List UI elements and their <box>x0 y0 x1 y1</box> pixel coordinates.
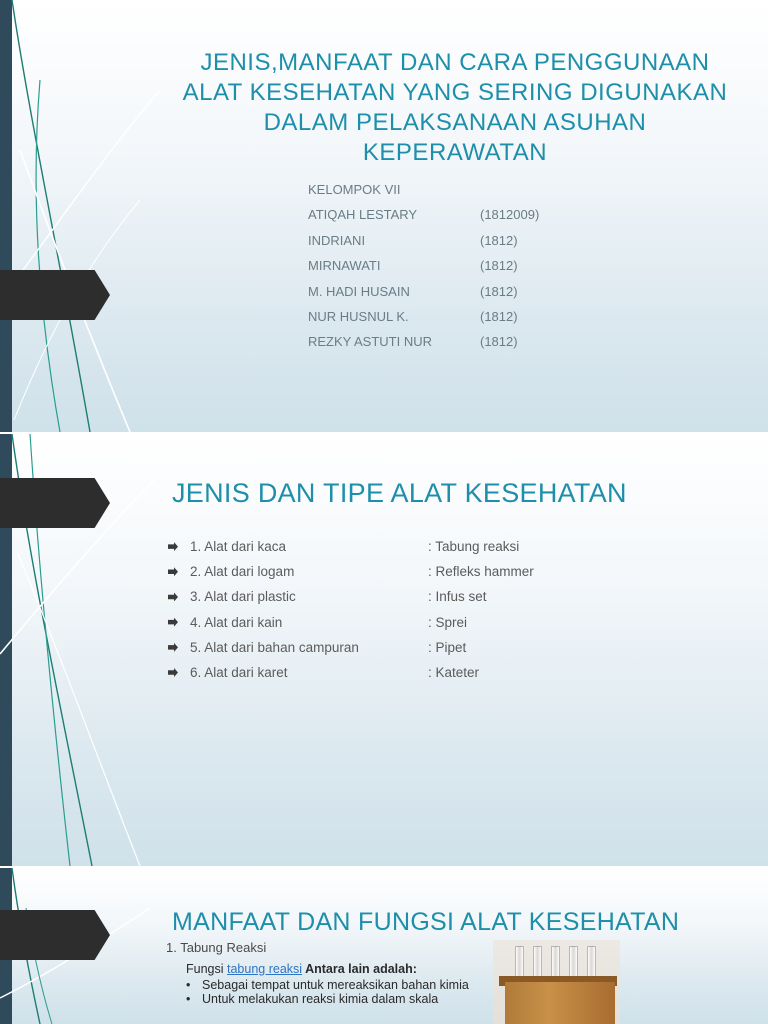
item-category: 4. Alat dari kain <box>190 614 283 630</box>
list-item <box>168 610 534 635</box>
intro-prefix: Fungsi <box>186 962 227 976</box>
member-id: (1812) <box>480 232 518 248</box>
item-category: 5. Alat dari bahan campuran <box>190 639 359 655</box>
slide-title: JENIS DAN TIPE ALAT KESEHATAN <box>172 478 627 508</box>
member-id: (1812) <box>480 283 518 299</box>
list-item <box>186 992 486 1006</box>
list-item <box>168 559 534 584</box>
arrow-bullet-icon <box>168 618 178 627</box>
wooden-rack <box>505 982 615 1024</box>
list-item <box>186 978 486 992</box>
arrow-bullet-icon <box>168 542 178 551</box>
bullet-dot: • <box>186 978 191 992</box>
member-id: (1812) <box>480 308 518 324</box>
title-slide <box>0 0 768 432</box>
title-line: DALAM PELAKSANAAN ASUHAN <box>263 109 647 136</box>
member-row <box>308 233 539 258</box>
bullet-text: Sebagai tempat untuk mereaksikan bahan kimia <box>202 978 469 992</box>
arrow-bullet-icon <box>168 567 178 576</box>
member-id: (1812) <box>480 258 518 274</box>
item-example: : Refleks hammer <box>428 564 534 580</box>
member-row <box>308 334 539 359</box>
function-bullets <box>186 978 486 1006</box>
bullet-dot: • <box>186 992 191 1006</box>
group-name: KELOMPOK VII <box>308 182 401 197</box>
member-name: NUR HUSNUL K. <box>308 308 409 324</box>
list-item <box>168 660 534 685</box>
member-name: REZKY ASTUTI NUR <box>308 334 433 350</box>
presentation-title <box>170 48 740 168</box>
group-name-row <box>308 182 539 207</box>
title-line: KEPERAWATAN <box>362 139 548 166</box>
bullet-text: Untuk melakukan reaksi kimia dalam skala <box>202 992 439 1006</box>
intro-suffix: Antara lain adalah: <box>302 962 417 976</box>
item-category: 3. Alat dari plastic <box>190 589 296 605</box>
arrow-bullet-icon <box>168 643 178 652</box>
list-item <box>168 635 534 660</box>
member-id: (1812009) <box>480 207 540 223</box>
slide-title: MANFAAT DAN FUNGSI ALAT KESEHATAN <box>172 908 680 936</box>
member-name: INDRIANI <box>308 232 366 248</box>
item-example: : Infus set <box>428 589 487 605</box>
types-slide <box>0 434 768 866</box>
member-name: M. HADI HUSAIN <box>308 283 410 299</box>
member-row <box>308 258 539 283</box>
member-row <box>308 207 539 232</box>
test-tube-rack-image <box>493 940 620 1024</box>
member-name: ATIQAH LESTARY <box>308 207 418 223</box>
list-item <box>168 584 534 609</box>
item-example: : Tabung reaksi <box>428 539 520 555</box>
member-list <box>308 182 539 360</box>
decorative-curves <box>0 0 160 432</box>
section-heading: 1. Tabung Reaksi <box>166 940 267 955</box>
item-category: 2. Alat dari logam <box>190 564 295 580</box>
intro-text <box>186 962 417 976</box>
arrow-bullet-icon <box>168 592 178 601</box>
arrow-bullet-icon <box>168 668 178 677</box>
member-row <box>308 309 539 334</box>
arrow-tab <box>0 270 110 320</box>
tabung-reaksi-link[interactable]: tabung reaksi <box>227 962 303 976</box>
title-line: JENIS,MANFAAT DAN CARA PENGGUNAAN <box>200 49 710 76</box>
title-line: ALAT KESEHATAN YANG SERING DIGUNAKAN <box>182 79 728 106</box>
item-example: : Pipet <box>428 639 467 655</box>
item-example: : Kateter <box>428 665 480 681</box>
list-item <box>168 534 534 559</box>
member-name: MIRNAWATI <box>308 258 381 274</box>
member-id: (1812) <box>480 334 518 350</box>
member-row <box>308 284 539 309</box>
item-category: 1. Alat dari kaca <box>190 539 287 555</box>
item-category: 6. Alat dari karet <box>190 665 288 681</box>
arrow-tab <box>0 910 110 960</box>
type-list <box>168 534 534 685</box>
item-example: : Sprei <box>428 614 468 630</box>
arrow-tab <box>0 478 110 528</box>
functions-slide <box>0 868 768 1024</box>
